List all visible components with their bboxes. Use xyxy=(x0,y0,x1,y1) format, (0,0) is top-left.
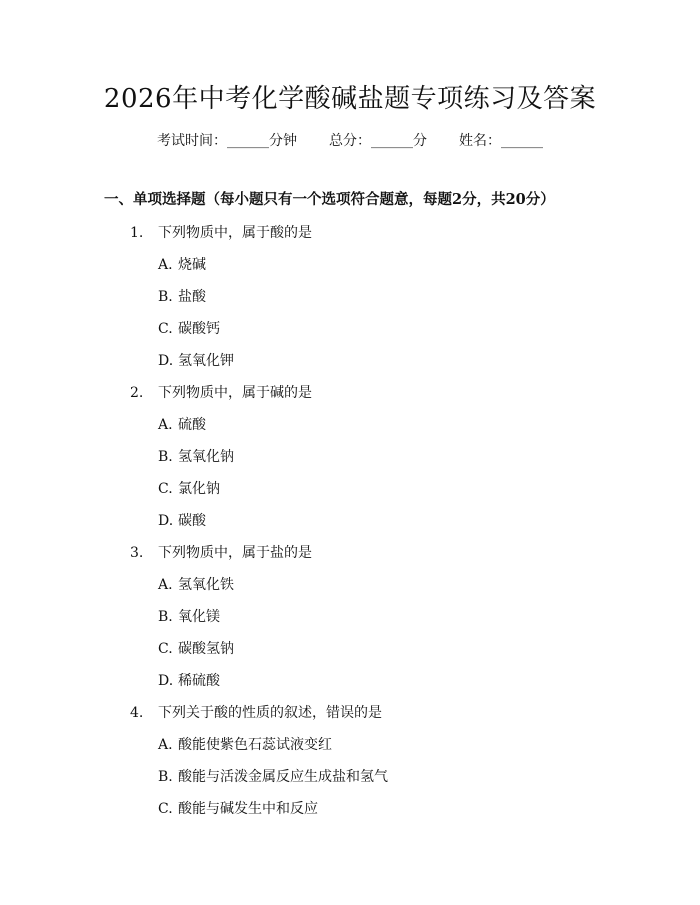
option-text: 碳酸氢钠 xyxy=(178,641,234,657)
answer-option xyxy=(0,318,700,350)
option-text: 氢氧化铁 xyxy=(178,577,234,593)
answer-option xyxy=(0,606,700,638)
answer-option xyxy=(0,414,700,446)
question-number: 3. xyxy=(130,545,144,561)
option-text: 氢氧化钾 xyxy=(178,353,234,369)
answer-option xyxy=(0,734,700,766)
total-score-blank: ______ xyxy=(371,133,413,149)
document-title: 2026年中考化学酸碱盐题专项练习及答案 xyxy=(103,84,597,114)
option-letter: C. xyxy=(158,641,173,657)
question-text: 下列物质中，属于酸的是 xyxy=(158,225,312,241)
option-letter: D. xyxy=(158,353,174,369)
answer-option xyxy=(0,254,700,286)
student-name-field xyxy=(459,130,543,152)
answer-option xyxy=(0,766,700,798)
exam-time-unit: 分钟 xyxy=(269,133,297,149)
option-letter: B. xyxy=(158,609,173,625)
answer-option xyxy=(0,350,700,382)
option-letter: C. xyxy=(158,481,173,497)
exam-time-blank: ______ xyxy=(227,133,269,149)
total-score-unit: 分 xyxy=(413,133,427,149)
option-letter: B. xyxy=(158,769,173,785)
question-stem xyxy=(0,702,700,734)
answer-option xyxy=(0,446,700,478)
option-letter: A. xyxy=(158,257,173,273)
exam-time-label: 考试时间： xyxy=(157,133,227,149)
question-number: 4. xyxy=(130,705,144,721)
option-letter: A. xyxy=(158,417,173,433)
answer-option xyxy=(0,478,700,510)
option-text: 酸能与活泼金属反应生成盐和氢气 xyxy=(178,769,388,785)
option-text: 碳酸 xyxy=(178,513,206,529)
section-heading: 一、单项选择题（每小题只有一个选项符合题意，每题2分，共20分） xyxy=(104,191,555,208)
option-letter: C. xyxy=(158,801,173,817)
option-letter: B. xyxy=(158,449,173,465)
question-number: 1. xyxy=(130,225,144,241)
option-text: 盐酸 xyxy=(178,289,206,305)
option-text: 氢氧化钠 xyxy=(178,449,234,465)
option-text: 稀硫酸 xyxy=(178,673,220,689)
option-text: 碳酸钙 xyxy=(178,321,220,337)
student-name-label: 姓名： xyxy=(459,133,501,149)
option-text: 酸能使紫色石蕊试液变红 xyxy=(178,737,332,753)
option-letter: A. xyxy=(158,577,173,593)
answer-option xyxy=(0,510,700,542)
answer-option xyxy=(0,574,700,606)
option-text: 硫酸 xyxy=(178,417,206,433)
question-text: 下列物质中，属于碱的是 xyxy=(158,385,312,401)
option-text: 氯化钠 xyxy=(178,481,220,497)
exam-time-field xyxy=(157,130,297,152)
option-text: 酸能与碱发生中和反应 xyxy=(178,801,318,817)
option-letter: B. xyxy=(158,289,173,305)
option-letter: A. xyxy=(158,737,173,753)
option-letter: D. xyxy=(158,513,174,529)
question-list xyxy=(0,222,700,830)
question-text: 下列关于酸的性质的叙述，错误的是 xyxy=(158,705,382,721)
question-text: 下列物质中，属于盐的是 xyxy=(158,545,312,561)
option-text: 烧碱 xyxy=(178,257,206,273)
question-stem xyxy=(0,382,700,414)
total-score-field xyxy=(329,130,427,152)
answer-option xyxy=(0,798,700,830)
total-score-label: 总分： xyxy=(329,133,371,149)
option-letter: D. xyxy=(158,673,174,689)
exam-meta xyxy=(0,130,700,152)
answer-option xyxy=(0,286,700,318)
question-stem xyxy=(0,542,700,574)
question-stem xyxy=(0,222,700,254)
question-number: 2. xyxy=(130,385,144,401)
option-text: 氧化镁 xyxy=(178,609,220,625)
answer-option xyxy=(0,638,700,670)
answer-option xyxy=(0,670,700,702)
option-letter: C. xyxy=(158,321,173,337)
student-name-blank: ______ xyxy=(501,133,543,149)
